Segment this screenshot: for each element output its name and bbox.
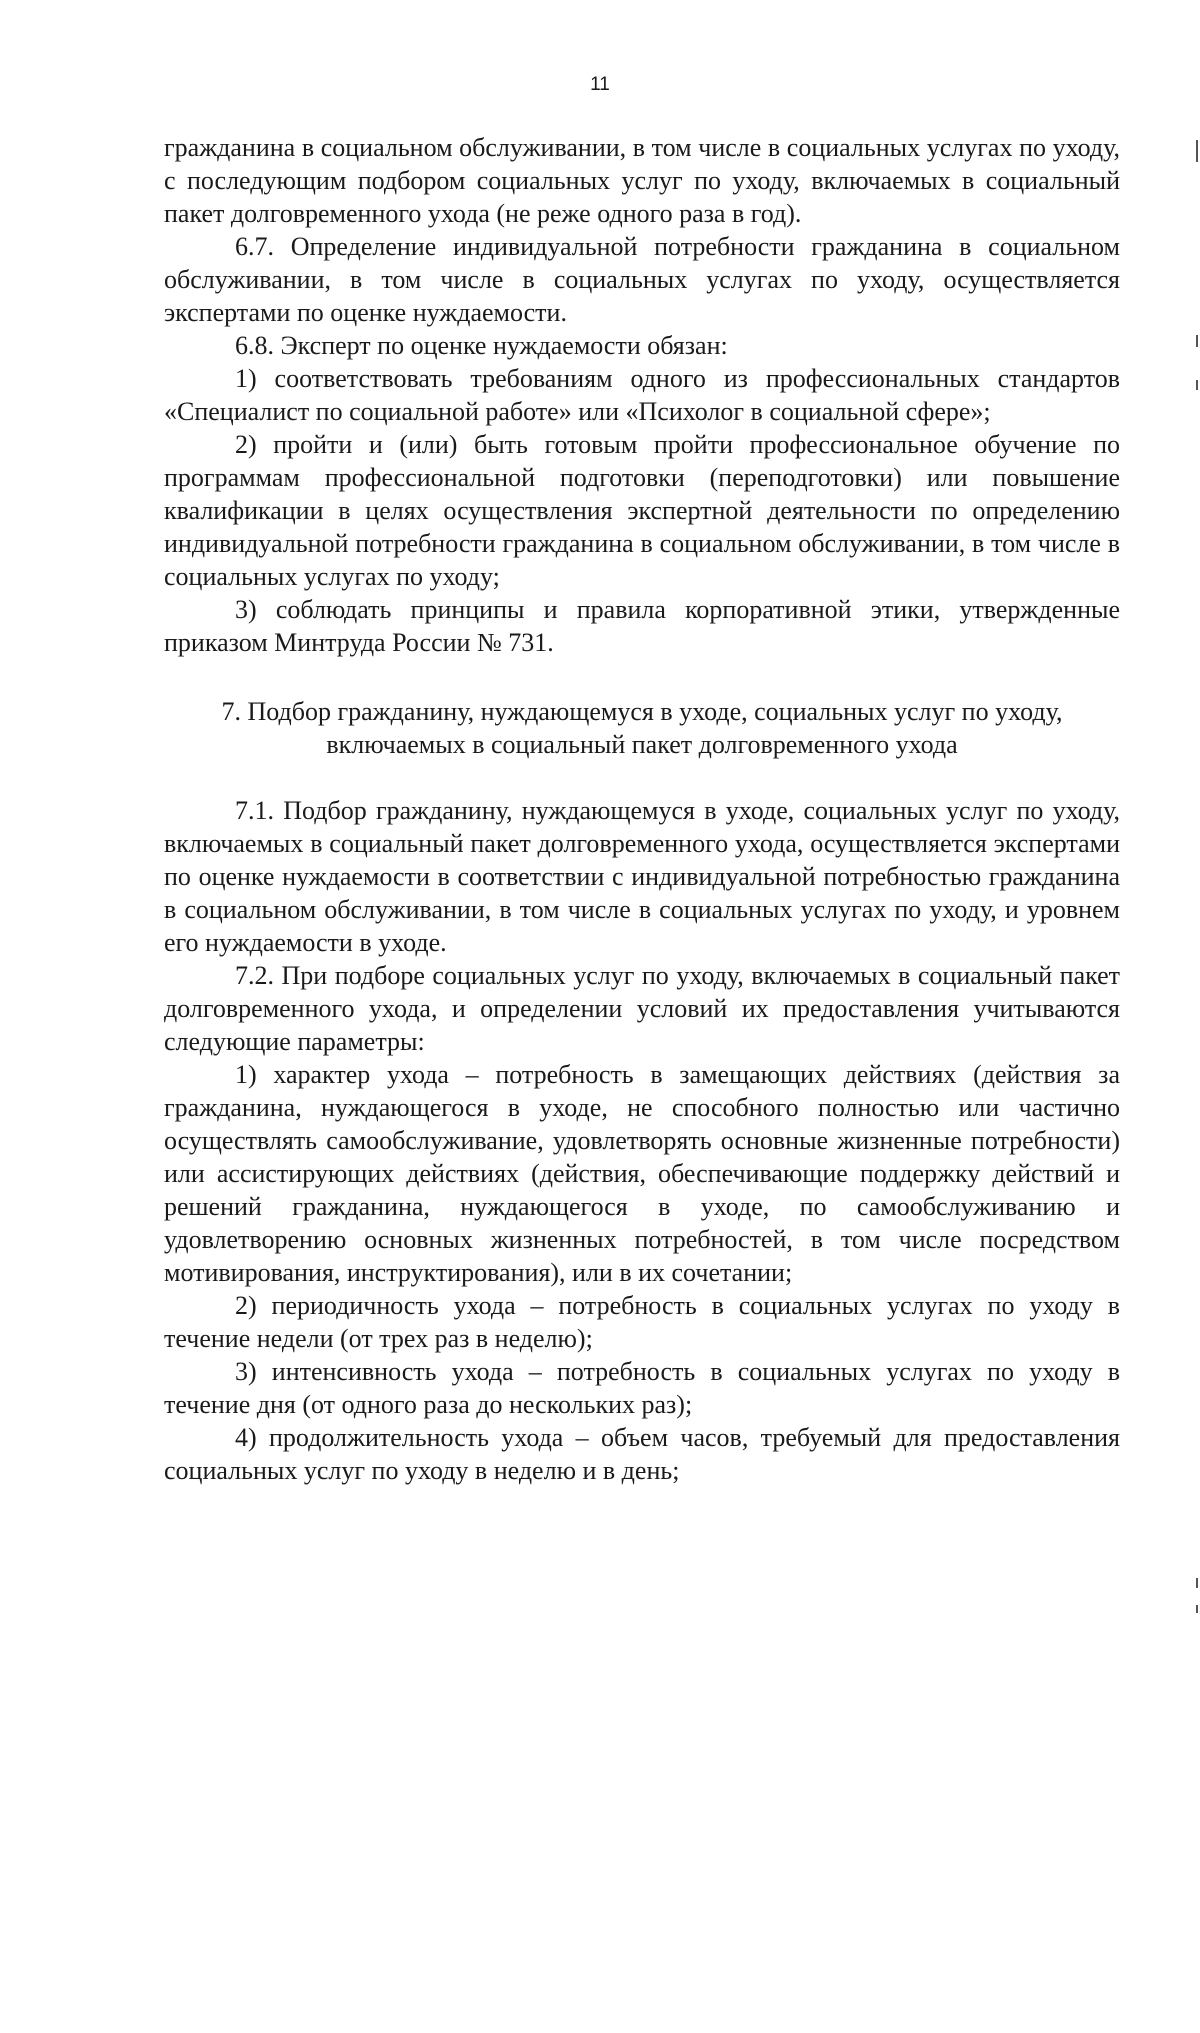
- list-item-6-8-3: 3) соблюдать принципы и правила корпоративной этики, утвержденные приказом Минтруда России № 731.: [164, 595, 1120, 657]
- scan-edge-mark: [1196, 1578, 1198, 1588]
- paragraph-continuation: гражданина в социальном обслуживании, в том числе в социальных услугах по уходу, с последующим подбором социальных услуг по уходу, включаемых в социальный пакет долговременного ухода (не реже одного раза в год).: [164, 133, 1120, 228]
- page-number: 11: [590, 74, 610, 95]
- scan-edge-mark: [1196, 380, 1198, 390]
- list-item-7-2-3: 3) интенсивность ухода – потребность в социальных услугах по уходу в течение дня (от одного раза до нескольких раз);: [164, 1357, 1120, 1419]
- list-item-7-2-2: 2) периодичность ухода – потребность в социальных услугах по уходу в течение недели (от трех раз в неделю);: [164, 1291, 1120, 1353]
- section-7-heading-line-2: включаемых в социальный пакет долговременного ухода: [326, 730, 958, 759]
- document-body: [164, 131, 1120, 1487]
- paragraph-7-1: 7.1. Подбор гражданину, нуждающемуся в уходе, социальных услуг по уходу, включаемых в социальный пакет долговременного ухода, осуществляется экспертами по оценке нуждаемости в соответствии с индивидуальной потребностью гражданина в социальном обслуживании, в том числе в социальных услугах по уходу, и уровнем его нуждаемости в уходе.: [164, 796, 1120, 957]
- list-item-7-2-1: 1) характер ухода – потребность в замещающих действиях (действия за гражданина, нуждающегося в уходе, не способного полностью или частично осуществлять самообслуживание, удовлетворять основные жизненные потребности) или ассистирующих действиях (действия, обеспечивающие поддержку действий и решений гражданина, нуждающегося в уходе, по самообслуживанию и удовлетворению основных жизненных потребностей, в том числе посредством мотивирования, инструктирования), или в их сочетании;: [164, 1060, 1120, 1287]
- paragraph-7-2: 7.2. При подборе социальных услуг по уходу, включаемых в социальный пакет долговременного ухода, и определении условий их предоставления учитываются следующие параметры:: [164, 961, 1120, 1056]
- scan-edge-mark: [1196, 335, 1198, 347]
- list-item-6-8-2: 2) пройти и (или) быть готовым пройти профессиональное обучение по программам профессиональной подготовки (переподготовки) или повышение квалификации в целях осуществления экспертной деятельности по определению индивидуальной потребности гражданина в социальном обслуживании, в том числе в социальных услугах по уходу;: [164, 430, 1120, 591]
- list-item-6-8-1: 1) соответствовать требованиям одного из профессиональных стандартов «Специалист по социальной работе» или «Психолог в социальной сфере»;: [164, 364, 1120, 426]
- section-7-heading-line-1: 7. Подбор гражданину, нуждающемуся в уходе, социальных услуг по уходу,: [221, 697, 1063, 726]
- section-7-heading: [164, 695, 1120, 761]
- paragraph-6-8: 6.8. Эксперт по оценке нуждаемости обязан:: [235, 331, 728, 360]
- list-item-7-2-4: 4) продолжительность ухода – объем часов, требуемый для предоставления социальных услуг по уходу в неделю и в день;: [164, 1423, 1120, 1485]
- scan-edge-mark: [1196, 1605, 1198, 1613]
- paragraph-6-7: 6.7. Определение индивидуальной потребности гражданина в социальном обслуживании, в том числе в социальных услугах по уходу, осуществляется экспертами по оценке нуждаемости.: [164, 232, 1120, 327]
- scan-edge-mark: [1196, 140, 1198, 162]
